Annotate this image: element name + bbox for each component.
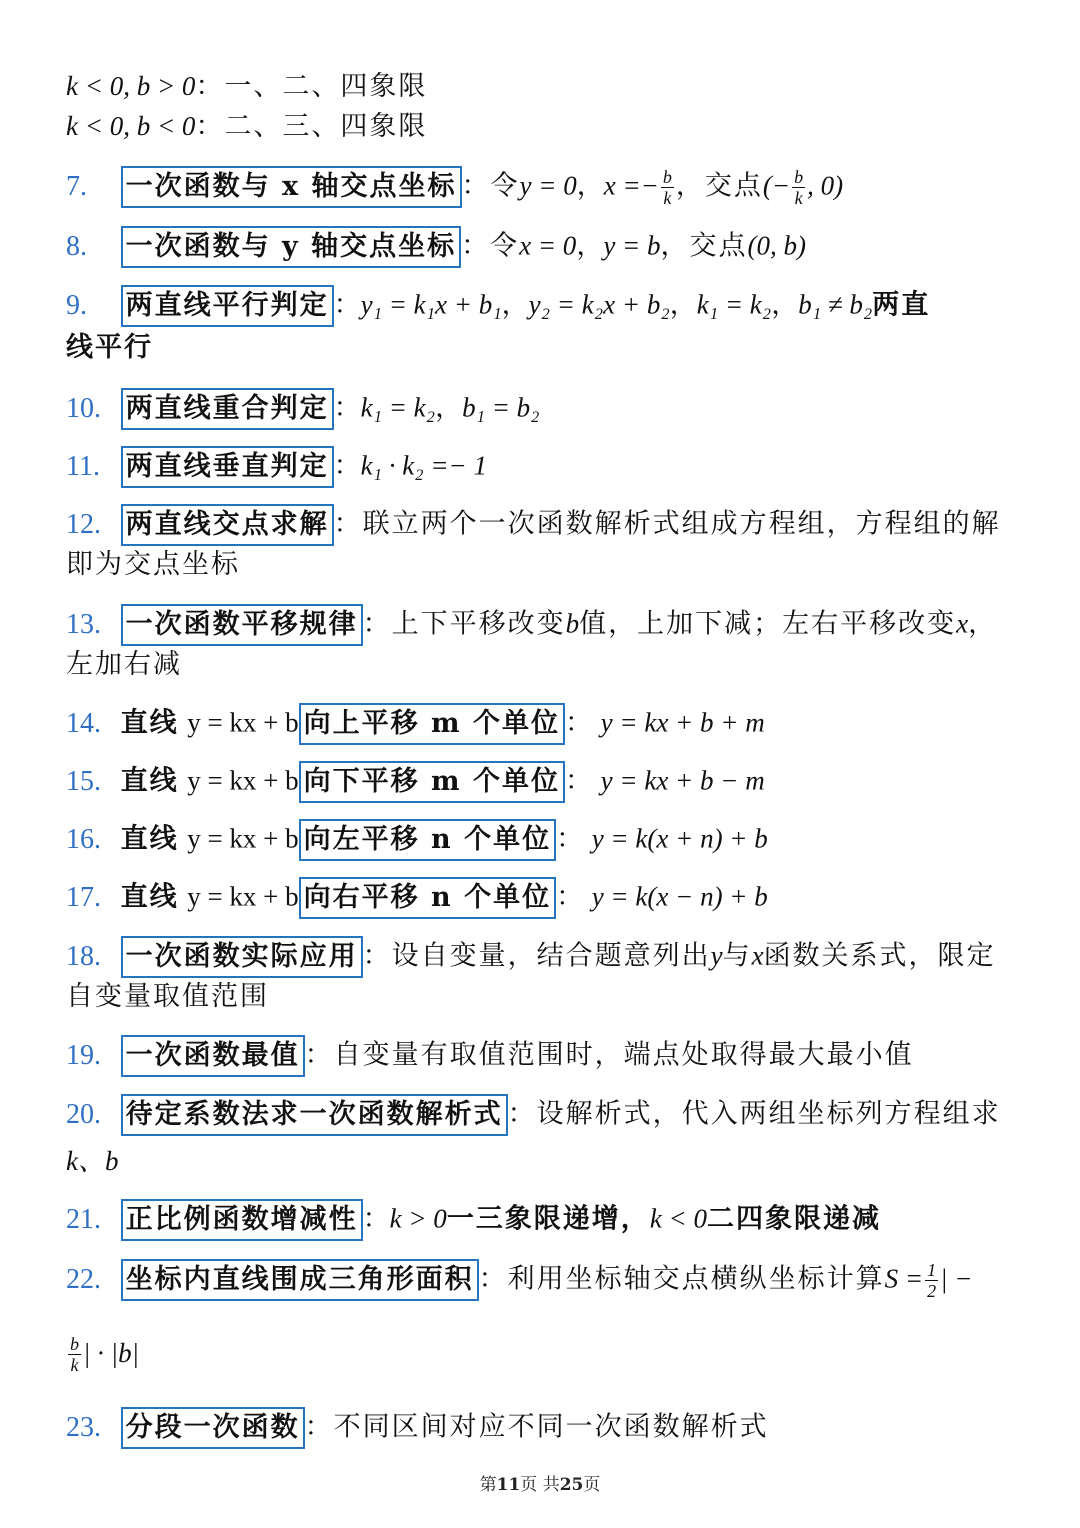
text: 两直: [872, 289, 931, 321]
keyword-box: 分段一次函数: [121, 1407, 305, 1449]
fraction: [661, 167, 674, 208]
text: ，: [576, 230, 604, 262]
keyword-box: 一次函数平移规律: [121, 604, 363, 646]
fraction: [68, 1334, 81, 1375]
keyword-box: 待定系数法求一次函数解析式: [121, 1094, 508, 1136]
item-17: [66, 877, 1040, 919]
keyword-box: 一次函数与 y 轴交点坐标: [121, 226, 462, 268]
item-7: [66, 166, 1040, 208]
math: (−: [762, 170, 791, 201]
math: | · |b|: [83, 1338, 140, 1368]
math: x =−: [603, 170, 659, 201]
text: ：设解析式，代入两组坐标列方程组求: [507, 1098, 1001, 1130]
math: y = b: [603, 230, 661, 261]
math: S =: [884, 1263, 924, 1294]
item-10: [66, 388, 1040, 430]
text: ：设自变量，结合题意列出: [362, 940, 711, 972]
equation: y = kx + b: [187, 881, 299, 912]
math: , 0): [807, 170, 844, 201]
keyword-box: 两直线平行判定: [121, 285, 334, 327]
math: k < 0, b < 0: [66, 111, 196, 141]
item-number: 12.: [66, 508, 101, 540]
math: k₁ · k₂ =− 1: [360, 450, 488, 481]
item-12: [66, 504, 1040, 546]
math: y = kx + b + m: [600, 707, 765, 738]
item-number: 18.: [66, 940, 101, 972]
item-number: 8.: [66, 230, 87, 262]
item-22-continuation: [66, 1334, 139, 1375]
item-11: [66, 446, 1040, 488]
math: y₁ = k₁x + b₁: [360, 289, 502, 320]
footer-text: 页 共: [520, 1475, 560, 1495]
item-number: 14.: [66, 707, 101, 739]
text: ：令: [461, 170, 520, 202]
keyword-box: 一次函数实际应用: [121, 936, 363, 978]
keyword-box: 两直线重合判定: [121, 388, 334, 430]
denominator: k: [792, 187, 805, 208]
keyword-box: 两直线垂直判定: [121, 446, 334, 488]
item-19: [66, 1035, 1040, 1077]
text: ：不同区间对应不同一次函数解析式: [304, 1411, 769, 1443]
text: ，: [771, 289, 799, 321]
text: ，: [435, 392, 463, 424]
math: b₁ = b₂: [462, 392, 540, 423]
text: 直线: [120, 707, 179, 739]
item-16: [66, 819, 1040, 861]
text: ，交点: [675, 170, 763, 202]
item-22: [66, 1259, 1040, 1301]
text: 与: [722, 940, 752, 972]
item-number: 15.: [66, 765, 101, 797]
text: 一三象限递增，: [446, 1203, 650, 1235]
item-number: 7.: [66, 170, 87, 202]
item-18: [66, 936, 1040, 978]
item-14: [66, 703, 1040, 745]
keyword-box: 一次函数最值: [121, 1035, 305, 1077]
keyword-box: 正比例函数增减性: [121, 1199, 363, 1241]
keyword-box: 向右平移 n 个单位: [299, 877, 556, 919]
text: ，: [501, 289, 529, 321]
text: ：: [333, 450, 361, 482]
keyword-box: 向左平移 n 个单位: [299, 819, 556, 861]
item-20-continuation: k、b: [66, 1146, 119, 1176]
item-number: 21.: [66, 1203, 101, 1235]
math: b: [565, 608, 580, 639]
text: 直线: [120, 881, 179, 913]
text: ：: [556, 823, 584, 855]
numerator: 1: [927, 1259, 937, 1280]
keyword-box: 两直线交点求解: [121, 504, 334, 546]
numerator: b: [662, 166, 672, 187]
item-20: [66, 1094, 1040, 1136]
text: ：: [556, 881, 584, 913]
math: (0, b): [747, 230, 807, 261]
keyword-box: 坐标内直线围成三角形面积: [121, 1259, 479, 1301]
math: k < 0, b > 0: [66, 71, 196, 101]
keyword-box: 向上平移 m 个单位: [299, 703, 565, 745]
text: ：一、二、四象限: [195, 71, 428, 102]
text: ：: [565, 765, 593, 797]
total-pages: 25: [559, 1475, 584, 1495]
text: ，: [968, 608, 996, 640]
item-18-continuation: 自变量取值范围: [66, 981, 269, 1012]
text: ：: [333, 392, 361, 424]
equation: y = kx + b: [187, 707, 299, 738]
text: ：: [565, 707, 593, 739]
text: ，: [576, 170, 604, 202]
item-number: 17.: [66, 881, 101, 913]
item-number: 10.: [66, 392, 101, 424]
equation: y = kx + b: [187, 823, 299, 854]
math: | −: [940, 1263, 973, 1294]
quadrant-line-1: [66, 68, 1040, 105]
item-15: [66, 761, 1040, 803]
quadrant-line-2: [66, 108, 1040, 145]
text: ：: [333, 289, 361, 321]
math: y = k(x + n) + b: [591, 823, 768, 854]
footer-text: 页: [583, 1475, 601, 1495]
text: 函数关系式，限定: [763, 940, 996, 972]
item-number: 11.: [66, 450, 100, 482]
numerator: b: [794, 166, 804, 187]
math: k < 0: [649, 1203, 708, 1234]
math: y = kx + b − m: [600, 765, 765, 796]
math: x = 0: [519, 230, 577, 261]
item-number: 9.: [66, 289, 87, 321]
math: x: [751, 940, 764, 971]
math: k > 0: [389, 1203, 447, 1234]
text: ：利用坐标轴交点横纵坐标计算: [478, 1263, 885, 1295]
keyword-box: 一次函数与 x 轴交点坐标: [121, 166, 462, 208]
text: ：令: [461, 230, 520, 262]
item-number: 16.: [66, 823, 101, 855]
math: y₂ = k₂x + b₂: [528, 289, 670, 320]
fraction: [792, 167, 805, 208]
footer-text: 第: [479, 1475, 497, 1495]
item-number: 22.: [66, 1263, 101, 1295]
text: 二四象限递减: [707, 1203, 882, 1235]
item-8: [66, 226, 1040, 268]
numerator: b: [70, 1334, 79, 1354]
math: k₁ = k₂: [696, 289, 772, 320]
item-9-continuation: 线平行: [66, 332, 153, 363]
item-13: [66, 604, 1040, 646]
denominator: k: [661, 187, 674, 208]
fraction: [925, 1260, 938, 1301]
math: y: [710, 940, 723, 971]
page-number: 11: [496, 1475, 521, 1495]
text: ：: [362, 1203, 390, 1235]
page-footer: [0, 1470, 1080, 1495]
item-number: 23.: [66, 1411, 101, 1443]
item-number: 13.: [66, 608, 101, 640]
text: ：自变量有取值范围时，端点处取得最大最小值: [304, 1039, 914, 1071]
text: 直线: [120, 765, 179, 797]
item-number: 19.: [66, 1039, 101, 1071]
item-23: [66, 1407, 1040, 1449]
text: ，交点: [660, 230, 748, 262]
math: y = 0: [519, 170, 577, 201]
text: ：上下平移改变: [362, 608, 566, 640]
text: ，: [669, 289, 697, 321]
text: 值，上加下减；左右平移改变: [579, 608, 957, 640]
math: y = k(x − n) + b: [591, 881, 768, 912]
math: x: [956, 608, 969, 639]
denominator: k: [68, 1354, 81, 1375]
text: ：二、三、四象限: [195, 111, 428, 142]
denominator: 2: [927, 1280, 937, 1301]
math: k₁ = k₂: [360, 392, 436, 423]
text: ：联立两个一次函数解析式组成方程组，方程组的解: [333, 508, 1001, 540]
item-9: [66, 285, 1040, 327]
equation: y = kx + b: [187, 765, 299, 796]
item-12-continuation: 即为交点坐标: [66, 549, 240, 580]
item-21: [66, 1199, 1040, 1241]
item-number: 20.: [66, 1098, 101, 1130]
math: b₁ ≠ b₂: [798, 289, 873, 320]
text: 直线: [120, 823, 179, 855]
item-13-continuation: 左加右减: [66, 649, 182, 680]
keyword-box: 向下平移 m 个单位: [299, 761, 565, 803]
